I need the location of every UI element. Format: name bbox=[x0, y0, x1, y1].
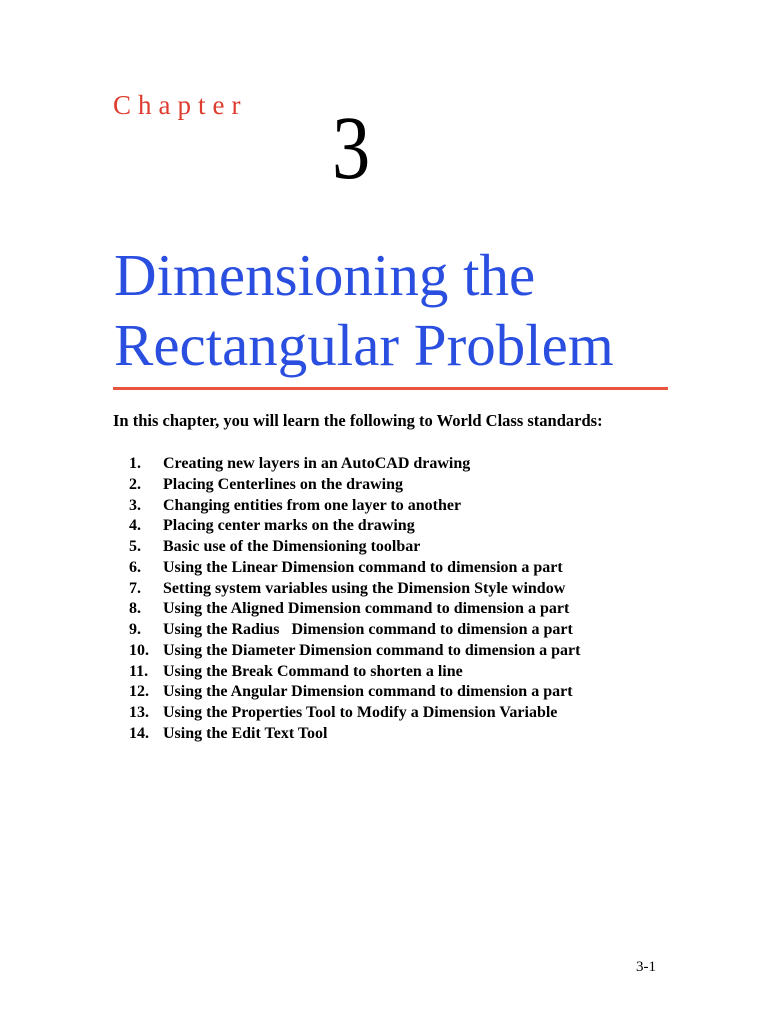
objective-item bbox=[113, 579, 580, 600]
objective-item bbox=[113, 662, 580, 683]
objective-item bbox=[113, 724, 580, 745]
chapter-title-line-1: Dimensioning the bbox=[114, 242, 536, 308]
objective-number bbox=[113, 516, 163, 537]
objectives-list bbox=[113, 454, 580, 745]
objective-number bbox=[113, 662, 163, 683]
objective-number-text: 7. bbox=[129, 579, 141, 597]
objective-number-text: 6. bbox=[129, 558, 141, 576]
objective-text: Using the Edit Text Tool bbox=[163, 724, 328, 742]
objective-text: Using the Aligned Dimension command to dimension a part bbox=[163, 600, 570, 618]
objective-text: Using the Radius Dimension command to dimension a part bbox=[163, 621, 573, 638]
objective-number-text: 5. bbox=[129, 538, 141, 555]
objective-number bbox=[113, 641, 163, 662]
objective-item bbox=[113, 516, 580, 537]
objective-number-text: 13. bbox=[129, 704, 149, 721]
objective-number bbox=[113, 537, 163, 558]
objective-item bbox=[113, 682, 580, 703]
chapter-number: 3 bbox=[332, 99, 371, 198]
objective-text: Using the Angular Dimension command to dimension a part bbox=[163, 683, 573, 701]
objective-number-text: 10. bbox=[129, 641, 149, 659]
objective-text: Creating new layers in an AutoCAD drawing bbox=[163, 455, 471, 472]
objective-number bbox=[113, 620, 163, 641]
objective-text: Using the Diameter Dimension command to dimension a part bbox=[163, 641, 581, 659]
objective-text: Setting system variables using the Dimension Style window bbox=[163, 579, 566, 597]
objective-number-text: 3. bbox=[129, 496, 141, 514]
objective-text: Using the Properties Tool to Modify a Dimension Variable bbox=[163, 704, 558, 721]
objective-number bbox=[113, 682, 163, 703]
page-number: 3-1 bbox=[636, 959, 656, 975]
objective-number-text: 9. bbox=[129, 621, 141, 638]
objective-text: Using the Break Command to shorten a line bbox=[163, 662, 463, 680]
objective-text: Using the Linear Dimension command to dimension a part bbox=[163, 558, 563, 576]
objective-number bbox=[113, 703, 163, 724]
objective-number bbox=[113, 599, 163, 620]
objective-text: Placing Centerlines on the drawing bbox=[163, 475, 403, 493]
objective-number bbox=[113, 579, 163, 600]
objective-item bbox=[113, 620, 580, 641]
objective-number bbox=[113, 454, 163, 475]
objective-number-text: 12. bbox=[129, 683, 149, 701]
objective-item bbox=[113, 641, 580, 662]
objective-number-text: 2. bbox=[129, 475, 141, 493]
objective-item bbox=[113, 496, 580, 517]
objective-text: Basic use of the Dimensioning toolbar bbox=[163, 538, 421, 555]
objective-number bbox=[113, 496, 163, 517]
objective-item bbox=[113, 475, 580, 496]
objective-number bbox=[113, 475, 163, 496]
objective-number bbox=[113, 724, 163, 745]
objective-number-text: 1. bbox=[129, 455, 141, 472]
chapter-title-line-2: Rectangular Problem bbox=[114, 312, 614, 378]
objective-item bbox=[113, 703, 580, 724]
intro-text: In this chapter, you will learn the following to World Class standards: bbox=[113, 411, 603, 430]
title-rule bbox=[113, 387, 668, 390]
objective-item bbox=[113, 537, 580, 558]
objective-item bbox=[113, 599, 580, 620]
objective-item bbox=[113, 454, 580, 475]
objective-text: Placing center marks on the drawing bbox=[163, 517, 415, 535]
objective-number-text: 4. bbox=[129, 517, 141, 535]
objective-number-text: 11. bbox=[129, 662, 149, 680]
chapter-title bbox=[114, 240, 614, 380]
objective-number-text: 8. bbox=[129, 600, 141, 618]
objective-text: Changing entities from one layer to another bbox=[163, 496, 462, 514]
objective-item bbox=[113, 558, 580, 579]
objective-number bbox=[113, 558, 163, 579]
chapter-label: Chapter bbox=[113, 90, 248, 120]
objective-number-text: 14. bbox=[129, 724, 149, 742]
